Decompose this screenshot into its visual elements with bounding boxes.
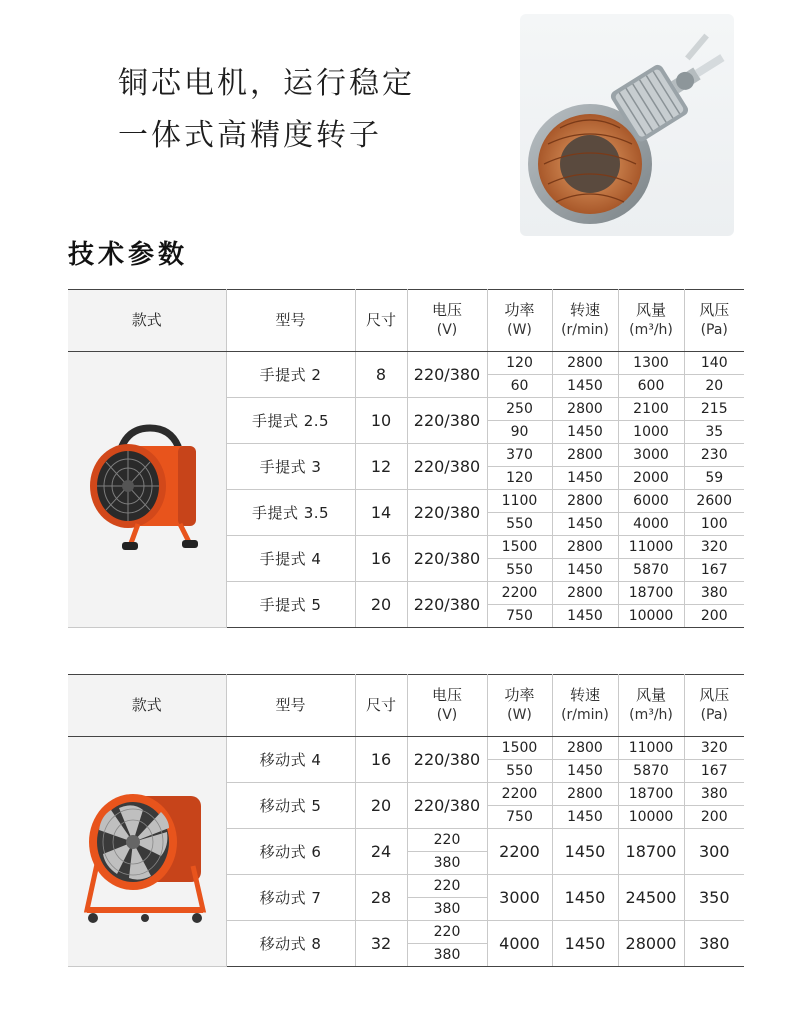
speed-cell: 2800 — [552, 398, 618, 421]
pressure-cell: 200 — [684, 605, 744, 628]
pressure-cell: 215 — [684, 398, 744, 421]
pressure-cell: 35 — [684, 421, 744, 444]
voltage-cell: 380 — [407, 898, 487, 921]
header-airflow-label: 风量 — [635, 686, 666, 704]
header-voltage — [407, 675, 487, 737]
speed-cell: 1450 — [552, 559, 618, 582]
voltage-cell: 220/380 — [407, 352, 487, 398]
airflow-cell: 1300 — [618, 352, 684, 375]
header-voltage-label: 电压 — [431, 686, 462, 704]
airflow-cell: 24500 — [618, 875, 684, 921]
header-power — [487, 675, 552, 737]
power-cell: 2200 — [487, 783, 552, 806]
header-style: 款式 — [68, 675, 226, 737]
header-power-unit: (W) — [507, 322, 532, 338]
airflow-cell: 600 — [618, 375, 684, 398]
power-cell: 120 — [487, 352, 552, 375]
voltage-cell: 220/380 — [407, 444, 487, 490]
header-speed-label: 转速 — [569, 686, 600, 704]
size-cell: 10 — [355, 398, 407, 444]
pressure-cell: 200 — [684, 806, 744, 829]
pressure-cell: 380 — [684, 783, 744, 806]
speed-cell: 1450 — [552, 421, 618, 444]
model-cell: 移动式 5 — [226, 783, 355, 829]
header-speed-label: 转速 — [569, 301, 600, 319]
pressure-cell: 59 — [684, 467, 744, 490]
header-speed — [552, 290, 618, 352]
airflow-cell: 2000 — [618, 467, 684, 490]
header-size: 尺寸 — [355, 675, 407, 737]
size-cell: 16 — [355, 536, 407, 582]
header-row — [68, 290, 744, 352]
speed-cell: 1450 — [552, 605, 618, 628]
airflow-cell: 3000 — [618, 444, 684, 467]
header-voltage-unit: (V) — [436, 707, 458, 723]
size-cell: 32 — [355, 921, 407, 967]
model-cell: 手提式 2 — [226, 352, 355, 398]
size-cell: 14 — [355, 490, 407, 536]
pressure-cell: 100 — [684, 513, 744, 536]
power-cell: 750 — [487, 605, 552, 628]
header-pressure — [684, 675, 744, 737]
airflow-cell: 4000 — [618, 513, 684, 536]
pressure-cell: 380 — [684, 921, 744, 967]
header-power-unit: (W) — [507, 707, 532, 723]
size-cell: 8 — [355, 352, 407, 398]
model-cell: 手提式 3 — [226, 444, 355, 490]
airflow-cell: 11000 — [618, 536, 684, 559]
model-cell: 移动式 6 — [226, 829, 355, 875]
power-cell: 550 — [487, 760, 552, 783]
airflow-cell: 18700 — [618, 829, 684, 875]
pressure-cell: 320 — [684, 536, 744, 559]
model-cell: 移动式 8 — [226, 921, 355, 967]
model-cell: 手提式 3.5 — [226, 490, 355, 536]
speed-cell: 1450 — [552, 875, 618, 921]
speed-cell: 2800 — [552, 536, 618, 559]
pressure-cell: 230 — [684, 444, 744, 467]
airflow-cell: 11000 — [618, 737, 684, 760]
airflow-cell: 18700 — [618, 582, 684, 605]
pressure-cell: 380 — [684, 582, 744, 605]
speed-cell: 2800 — [552, 352, 618, 375]
header-pressure-unit: (Pa) — [700, 322, 728, 338]
pressure-cell: 320 — [684, 737, 744, 760]
header-power — [487, 290, 552, 352]
airflow-cell: 10000 — [618, 806, 684, 829]
mobile-fan-image — [77, 770, 217, 930]
speed-cell: 2800 — [552, 582, 618, 605]
model-cell: 移动式 4 — [226, 737, 355, 783]
power-cell: 550 — [487, 559, 552, 582]
pressure-cell: 350 — [684, 875, 744, 921]
header-pressure — [684, 290, 744, 352]
header-size: 尺寸 — [355, 290, 407, 352]
size-cell: 20 — [355, 783, 407, 829]
airflow-cell: 1000 — [618, 421, 684, 444]
header-speed-unit: (r/min) — [561, 322, 609, 338]
speed-cell: 1450 — [552, 829, 618, 875]
airflow-cell: 28000 — [618, 921, 684, 967]
table-row — [68, 352, 744, 375]
voltage-cell: 220/380 — [407, 783, 487, 829]
header-airflow-unit: (m³/h) — [629, 707, 673, 723]
size-cell: 12 — [355, 444, 407, 490]
pressure-cell: 140 — [684, 352, 744, 375]
pressure-cell: 2600 — [684, 490, 744, 513]
speed-cell: 1450 — [552, 921, 618, 967]
pressure-cell: 300 — [684, 829, 744, 875]
model-cell: 手提式 4 — [226, 536, 355, 582]
airflow-cell: 2100 — [618, 398, 684, 421]
headline-line-2: 一体式高精度转子 — [118, 118, 382, 153]
power-cell: 2200 — [487, 582, 552, 605]
airflow-cell: 5870 — [618, 559, 684, 582]
airflow-cell: 18700 — [618, 783, 684, 806]
speed-cell: 1450 — [552, 467, 618, 490]
section-title: 技术参数 — [68, 240, 189, 270]
header-pressure-unit: (Pa) — [700, 707, 728, 723]
header-speed-unit: (r/min) — [561, 707, 609, 723]
pressure-cell: 167 — [684, 760, 744, 783]
power-cell: 60 — [487, 375, 552, 398]
header-power-label: 功率 — [504, 686, 535, 704]
spec-table-mobile — [68, 674, 744, 967]
header-pressure-label: 风压 — [699, 686, 730, 704]
power-cell: 4000 — [487, 921, 552, 967]
power-cell: 750 — [487, 806, 552, 829]
power-cell: 90 — [487, 421, 552, 444]
speed-cell: 1450 — [552, 513, 618, 536]
pressure-cell: 20 — [684, 375, 744, 398]
spec-table-handheld — [68, 289, 744, 628]
header-model: 型号 — [226, 675, 355, 737]
voltage-cell: 380 — [407, 852, 487, 875]
header-model: 型号 — [226, 290, 355, 352]
header-pressure-label: 风压 — [699, 301, 730, 319]
model-cell: 手提式 2.5 — [226, 398, 355, 444]
power-cell: 3000 — [487, 875, 552, 921]
mobile-fan-image-cell — [68, 737, 226, 967]
voltage-cell: 220/380 — [407, 582, 487, 628]
speed-cell: 2800 — [552, 490, 618, 513]
size-cell: 20 — [355, 582, 407, 628]
headline — [118, 58, 415, 162]
pressure-cell: 167 — [684, 559, 744, 582]
header-voltage-label: 电压 — [431, 301, 462, 319]
header-row — [68, 675, 744, 737]
power-cell: 1500 — [487, 737, 552, 760]
header-style: 款式 — [68, 290, 226, 352]
voltage-cell: 220/380 — [407, 398, 487, 444]
power-cell: 370 — [487, 444, 552, 467]
header-airflow — [618, 675, 684, 737]
airflow-cell: 10000 — [618, 605, 684, 628]
headline-line-1: 铜芯电机，运行稳定 — [118, 66, 415, 101]
speed-cell: 2800 — [552, 737, 618, 760]
voltage-cell: 380 — [407, 944, 487, 967]
size-cell: 16 — [355, 737, 407, 783]
size-cell: 24 — [355, 829, 407, 875]
model-cell: 移动式 7 — [226, 875, 355, 921]
header-speed — [552, 675, 618, 737]
voltage-cell: 220 — [407, 921, 487, 944]
handheld-fan-image-cell — [68, 352, 226, 628]
speed-cell: 1450 — [552, 760, 618, 783]
power-cell: 120 — [487, 467, 552, 490]
table-row — [68, 737, 744, 760]
power-cell: 1100 — [487, 490, 552, 513]
speed-cell: 1450 — [552, 375, 618, 398]
voltage-cell: 220/380 — [407, 737, 487, 783]
power-cell: 1500 — [487, 536, 552, 559]
header-power-label: 功率 — [504, 301, 535, 319]
power-cell: 250 — [487, 398, 552, 421]
voltage-cell: 220/380 — [407, 536, 487, 582]
header-airflow-label: 风量 — [635, 301, 666, 319]
airflow-cell: 6000 — [618, 490, 684, 513]
header-airflow — [618, 290, 684, 352]
voltage-cell: 220 — [407, 875, 487, 898]
airflow-cell: 5870 — [618, 760, 684, 783]
header-voltage-unit: (V) — [436, 322, 458, 338]
speed-cell: 2800 — [552, 444, 618, 467]
power-cell: 550 — [487, 513, 552, 536]
size-cell: 28 — [355, 875, 407, 921]
model-cell: 手提式 5 — [226, 582, 355, 628]
header-airflow-unit: (m³/h) — [629, 322, 673, 338]
power-cell: 2200 — [487, 829, 552, 875]
speed-cell: 1450 — [552, 806, 618, 829]
handheld-fan-image — [82, 418, 212, 558]
voltage-cell: 220/380 — [407, 490, 487, 536]
voltage-cell: 220 — [407, 829, 487, 852]
header-voltage — [407, 290, 487, 352]
speed-cell: 2800 — [552, 783, 618, 806]
motor-rotor-image — [520, 14, 734, 236]
